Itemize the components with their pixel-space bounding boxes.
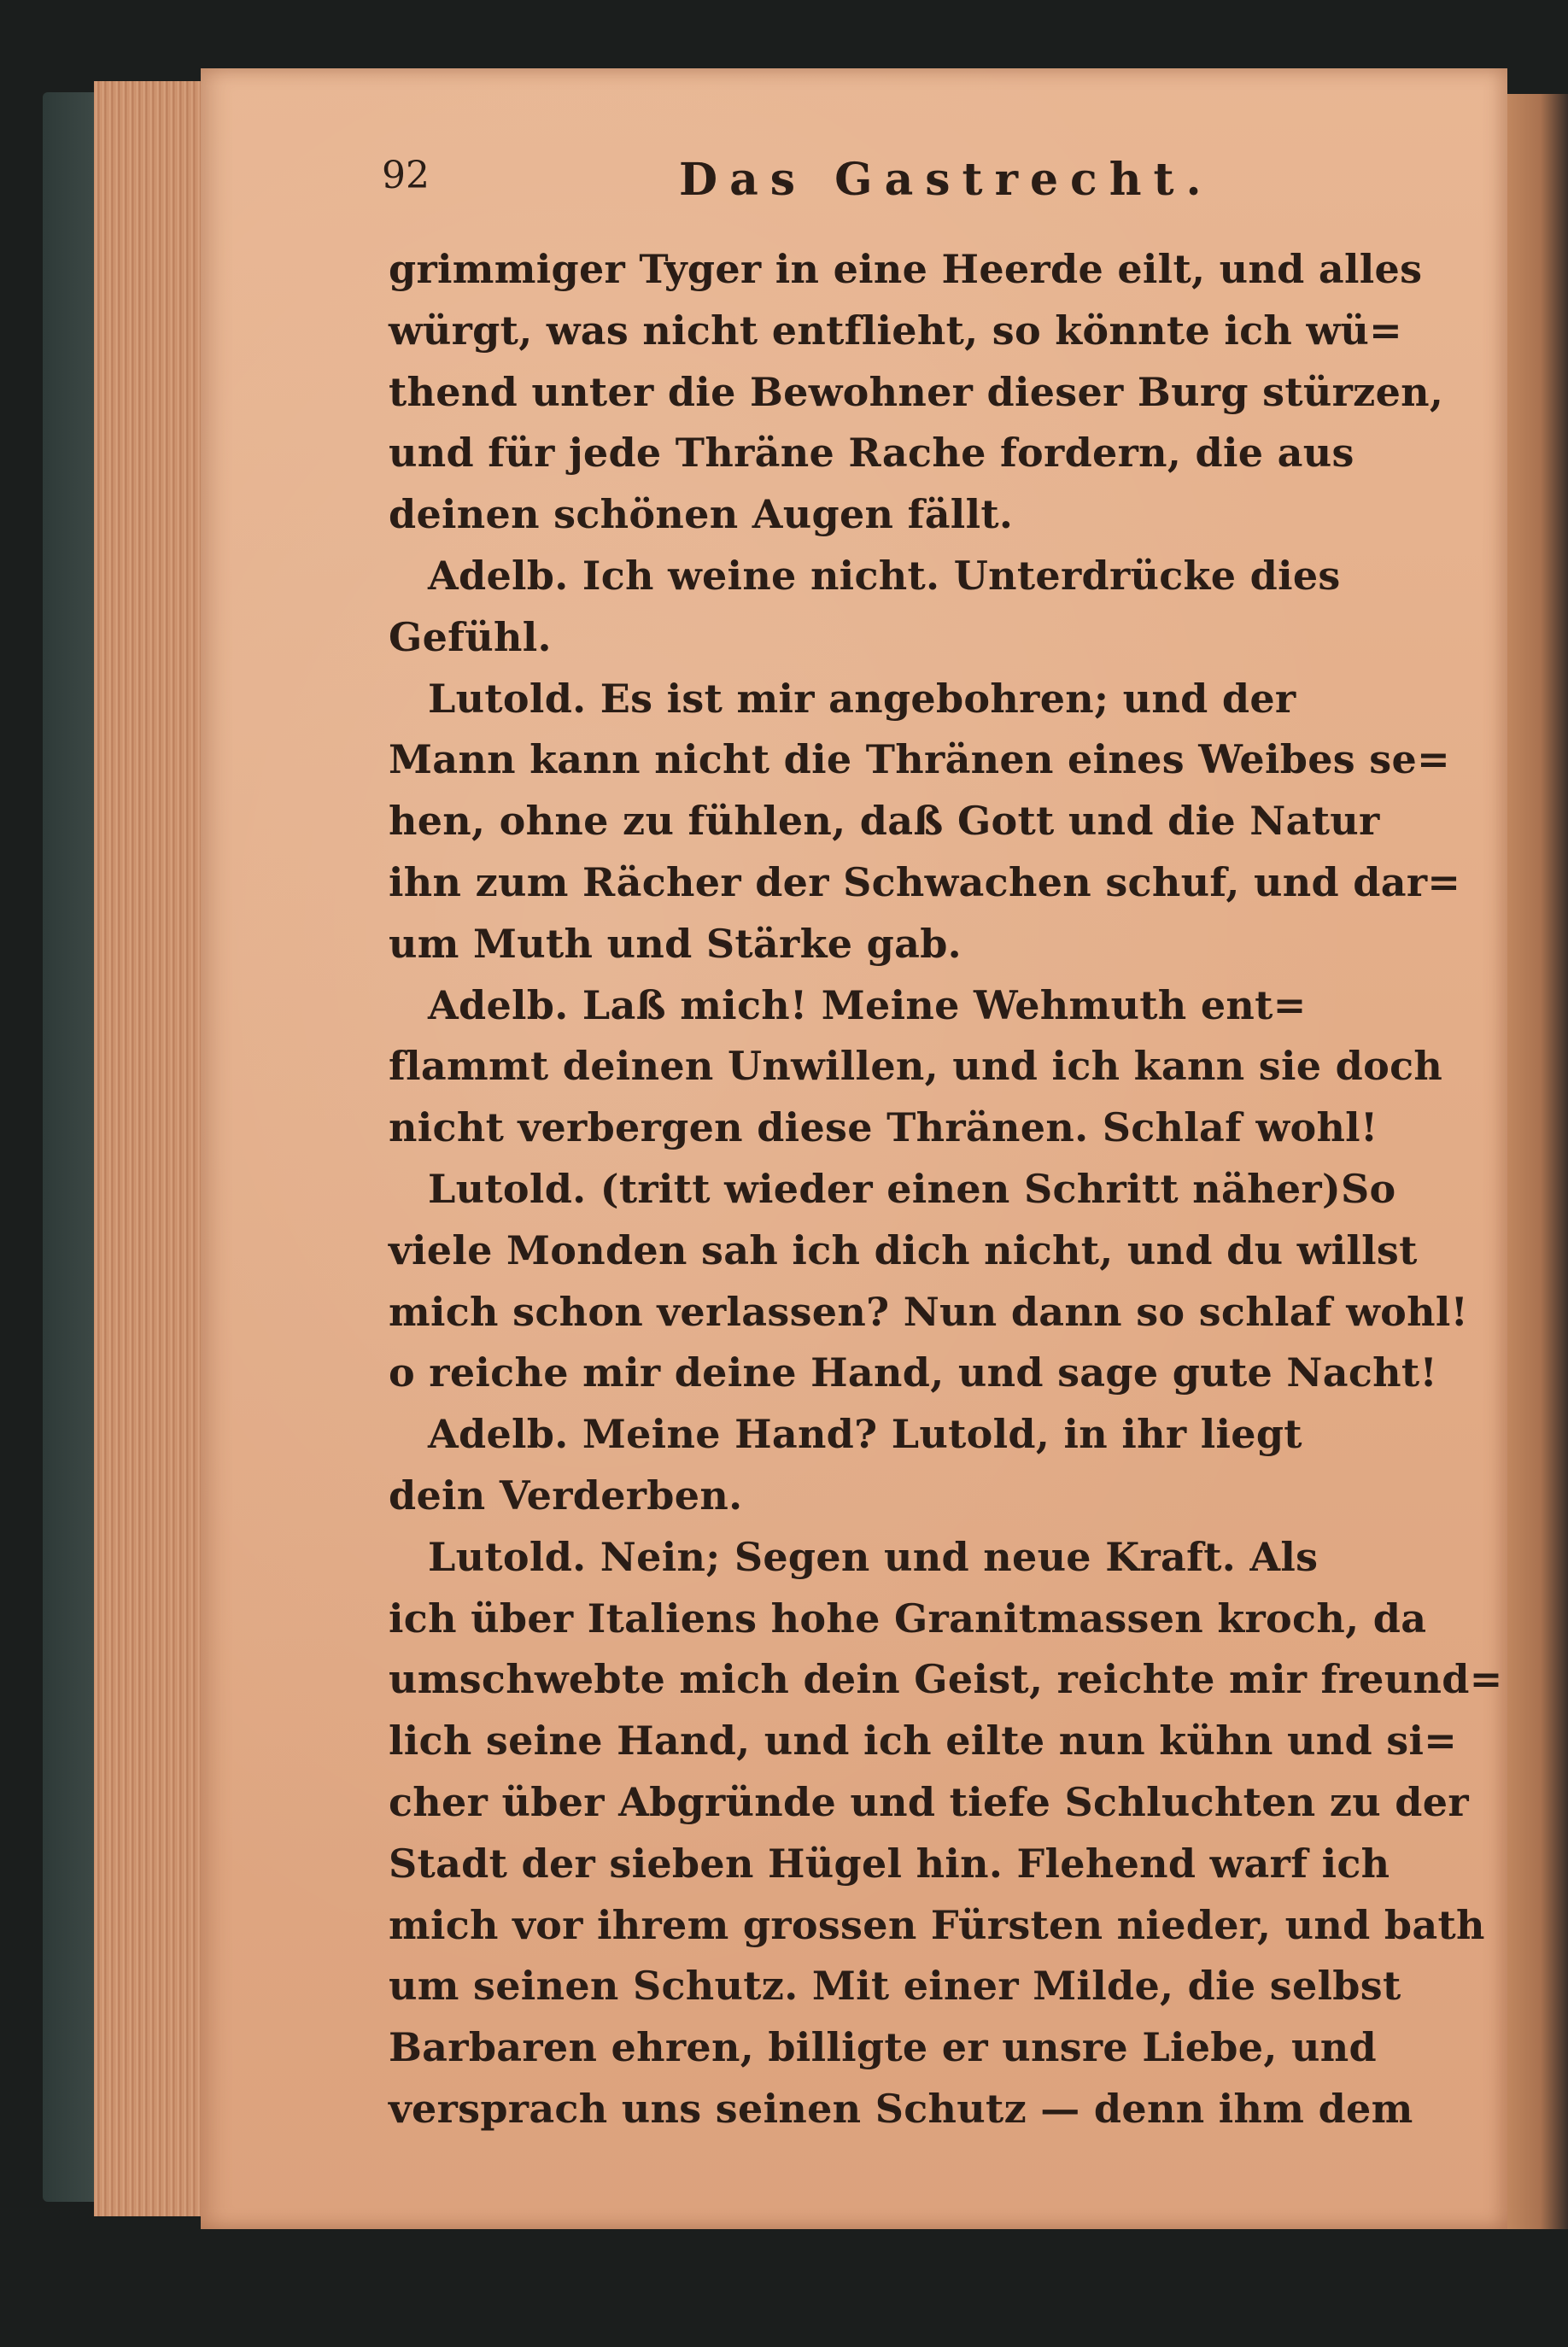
text-line: Lutold. Es ist mir angebohren; und der [428, 675, 1296, 722]
book-page [201, 68, 1507, 2229]
text-line: lich seine Hand, und ich eilte nun kühn und si= [389, 1718, 1458, 1765]
text-line: versprach uns seinen Schutz — denn ihm dem [389, 2085, 1413, 2132]
text-line: flammt deinen Unwillen, und ich kann sie doch [389, 1043, 1443, 1090]
page-number: 92 [382, 154, 430, 197]
page-edges [94, 81, 214, 2216]
text-line: Adelb. Laß mich! Meine Wehmuth ent= [428, 981, 1307, 1028]
text-line: grimmiger Tyger in eine Heerde eilt, und alles [389, 246, 1423, 292]
body-text [389, 239, 1568, 2140]
text-line: Lutold. Nein; Segen und neue Kraft. Als [428, 1533, 1319, 1580]
text-line: um Muth und Stärke gab. [389, 920, 962, 967]
text-line: nicht verbergen diese Thränen. Schlaf wohl! [389, 1104, 1378, 1151]
text-line: Stadt der sieben Hügel hin. Flehend warf ich [389, 1840, 1390, 1887]
text-line: viele Monden sah ich dich nicht, und du willst [389, 1226, 1418, 1273]
text-line: mich vor ihrem grossen Fürsten nieder, und bath [389, 1901, 1485, 1948]
text-line: hen, ohne zu fühlen, daß Gott und die Natur [389, 798, 1380, 845]
text-line: würgt, was nicht entflieht, so könnte ich wü= [389, 307, 1402, 354]
text-line: umschwebte mich dein Geist, reichte mir freund= [389, 1656, 1503, 1703]
text-line: um seinen Schutz. Mit einer Milde, die selbst [389, 1963, 1401, 2010]
text-line: und für jede Thräne Rache fordern, die aus [389, 430, 1354, 477]
text-line: Barbaren ehren, billigte er unsre Liebe, und [389, 2024, 1377, 2071]
text-line: deinen schönen Augen fällt. [389, 491, 1014, 538]
text-line: Adelb. Meine Hand? Lutold, in ihr liegt [428, 1411, 1302, 1458]
text-line: Lutold. (tritt wieder einen Schritt näher)So [428, 1165, 1396, 1212]
text-line: ihn zum Rächer der Schwachen schuf, und dar= [389, 858, 1461, 905]
text-line: mich schon verlassen? Nun dann so schlaf wohl! [389, 1288, 1469, 1335]
text-line: Mann kann nicht die Thränen eines Weibes se= [389, 736, 1450, 783]
text-line: Adelb. Ich weine nicht. Unterdrücke dies [428, 552, 1341, 599]
text-line: o reiche mir deine Hand, und sage gute Nacht! [389, 1349, 1437, 1396]
text-line: cher über Abgründe und tiefe Schluchten zu der [389, 1778, 1469, 1825]
running-head: Das Gastrecht. [679, 154, 1214, 206]
text-line: ich über Italiens hohe Granitmassen kroch, da [389, 1595, 1427, 1642]
text-line: dein Verderben. [389, 1472, 743, 1519]
text-line: thend unter die Bewohner dieser Burg stürzen, [389, 368, 1444, 415]
text-line: Gefühl. [389, 613, 552, 660]
